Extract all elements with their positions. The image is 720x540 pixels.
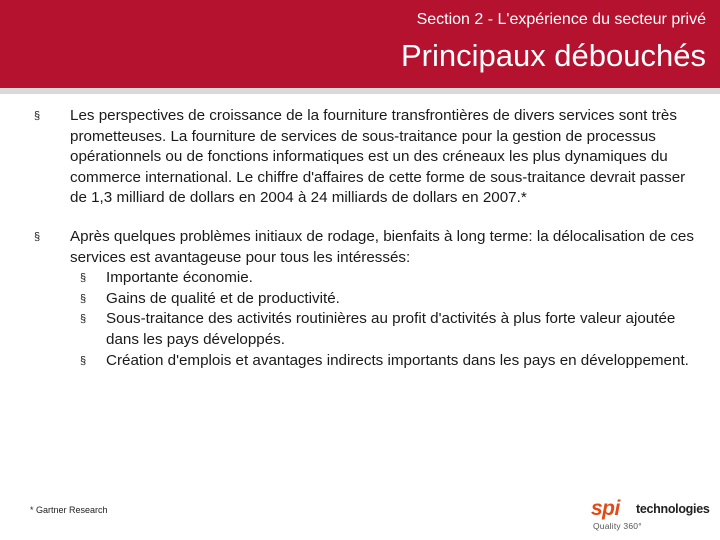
sub-bullet-item (70, 309, 694, 350)
slide-title: Principaux débouchés (400, 38, 706, 73)
bullet-text: Les perspectives de croissance de la fourniture transfrontières de divers services sont très prometteuses. La fourniture de services de sous-traitance pour la gestion de processus opérationnels ou de fonctions informatiques est un des créneaux les plus dynamiques du commerce international. Le chiffre d'affaires de cette forme de sous-traitance devrait passer de 1,3 milliard de dollars en 2004 à 24 milliards de dollars en 2007.* (70, 107, 686, 207)
logo-brand: spi (591, 497, 620, 520)
sub-bullet-text: Gains de qualité et de productivité. (106, 289, 340, 307)
footnote: * Gartner Research (30, 505, 108, 515)
section-title: Section 2 - L'expérience du secteur privé (416, 11, 706, 28)
sub-bullet-text: Sous-traitance des activités routinières au profit d'activités à plus forte valeur ajoutée dans les pays développés. (106, 310, 676, 348)
bullet-icon: § (34, 110, 41, 122)
bullet-icon: § (80, 313, 87, 326)
logo-tagline: Quality 360° (593, 521, 642, 531)
logo-suffix: technologies (636, 502, 710, 516)
bullet-item (34, 227, 694, 371)
sub-bullet-item (70, 268, 694, 289)
sub-bullet-item (70, 289, 694, 310)
header-divider (0, 88, 720, 94)
bullet-item (34, 106, 694, 209)
spi-technologies-logo (591, 497, 713, 533)
bullet-icon: § (80, 292, 87, 305)
bullet-icon: § (80, 354, 87, 367)
sub-bullet-text: Importante économie. (106, 269, 253, 287)
bullet-icon: § (80, 272, 87, 285)
bullet-icon: § (34, 230, 41, 243)
header-banner (0, 0, 720, 88)
sub-bullet-item (70, 351, 694, 372)
bullet-text: Après quelques problèmes initiaux de rodage, bienfaits à long terme: la délocalisation de ces services est avantageuse pour tous les intéressés: (70, 227, 694, 266)
sub-bullet-text: Création d'emplois et avantages indirects importants dans les pays en développement. (106, 351, 689, 369)
slide-content (34, 106, 694, 371)
